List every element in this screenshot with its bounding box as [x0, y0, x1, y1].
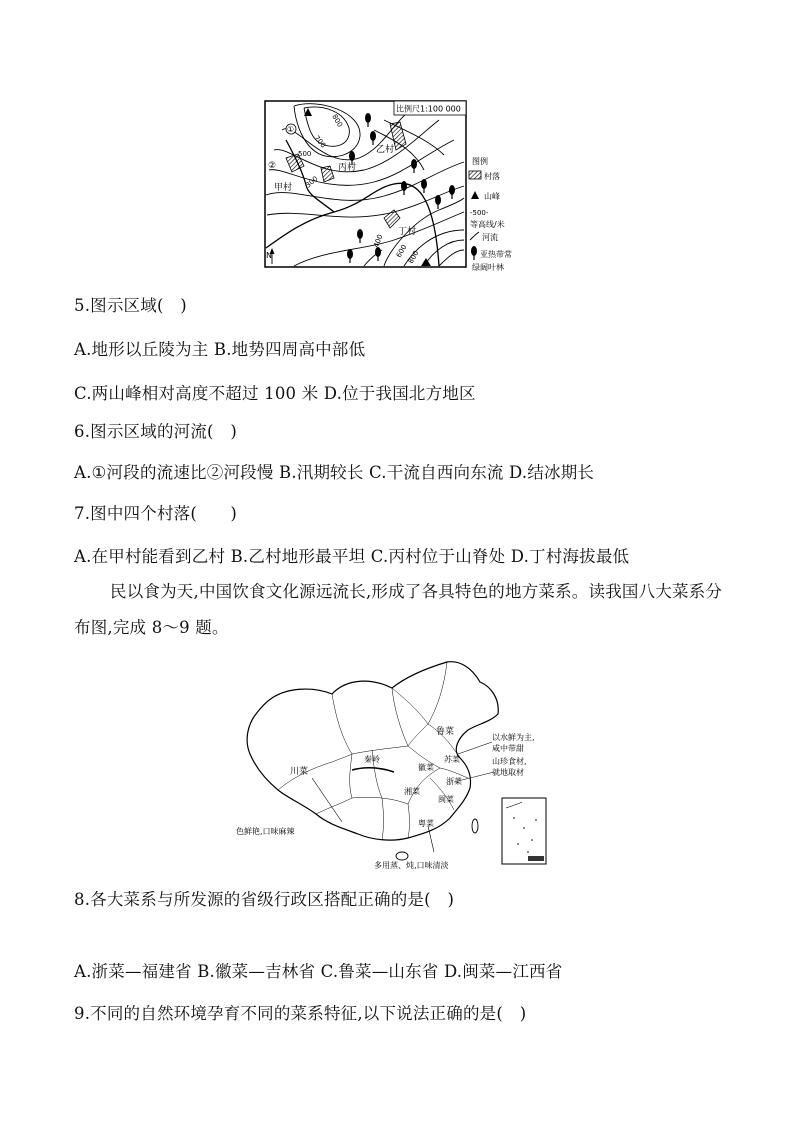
contour-label: 400 [372, 233, 385, 249]
scale-text: 比例尺1:100 000 [396, 104, 461, 114]
cuisine-zhe-label: 浙菜 [446, 777, 462, 786]
legend-village-swatch [469, 171, 481, 179]
annotation-east-4: 就地取材 [492, 768, 524, 777]
question-9: 9.不同的自然环境孕育不同的菜系特征,以下说法正确的是( ) [74, 1004, 527, 1023]
annotation-canton: 多用蒸、炖,口味清淡 [374, 861, 449, 870]
legend-river-icon [470, 232, 479, 240]
cuisine-su-label: 苏菜 [444, 755, 460, 764]
legend-peak-icon [471, 191, 479, 199]
question-7-options: A.在甲村能看到乙村 B.乙村地形最平坦 C.丙村位于山脊处 D.丁村海拔最低 [74, 547, 630, 566]
village-ding-label: 丁村 [398, 227, 417, 237]
mark-1-label: ① [287, 125, 295, 134]
legend-forest-1: 亚热带常 [480, 250, 512, 259]
question-7: 7.图中四个村落( ) [74, 504, 238, 523]
legend-tree-icon [471, 246, 477, 256]
north-label: N [266, 251, 272, 260]
question-8-options: A.浙菜—福建省 B.徽菜—吉林省 C.鲁菜—山东省 D.闽菜—江西省 [74, 962, 563, 981]
village-yi-label: 乙村 [376, 145, 395, 155]
legend-village: 村落 [484, 172, 500, 181]
cuisine-min-label: 闽菜 [438, 795, 454, 804]
topographic-map-svg [264, 100, 518, 275]
cuisine-chuan-label: 川菜 [290, 767, 309, 777]
china-outline [247, 662, 498, 840]
village-bing-label: 丙村 [338, 163, 357, 173]
contour-label: 700 [312, 134, 328, 150]
contour-label: 800 [330, 113, 344, 129]
taiwan-island [472, 819, 478, 833]
cuisine-lu-label: 鲁菜 [436, 727, 455, 737]
legend-contour-sample: -500- [470, 209, 489, 217]
legend-forest-2: 绿阔叶林 [472, 263, 504, 272]
topographic-map-figure [264, 100, 518, 275]
cuisine-yue-label: 粤菜 [418, 819, 434, 828]
south-china-sea-inset [502, 798, 546, 864]
china-cuisine-map-figure [232, 658, 562, 878]
question-5-options-c-d: C.两山峰相对高度不超过 100 米 D.位于我国北方地区 [74, 384, 476, 403]
china-map-svg [232, 658, 562, 878]
contour-label: 500 [298, 150, 312, 158]
cuisine-hui-label: 徽菜 [418, 763, 434, 772]
contour-label: 800 [406, 249, 421, 265]
question-5: 5.图示区域( ) [74, 296, 187, 315]
contour-label: 600 [394, 243, 409, 259]
annotation-east-3: 山珍食材, [492, 757, 527, 766]
cuisine-xiang-label: 湘菜 [404, 787, 420, 796]
reading-passage: 民以食为天,中国饮食文化源远流长,形成了各具特色的地方菜系。读我国八大菜系分布图,完成 8～9 题。 [74, 582, 723, 637]
contour-label: 300 [304, 174, 320, 190]
hainan-island [396, 852, 408, 860]
mark-2-label: ② [268, 161, 277, 171]
village-jia-label: 甲村 [274, 183, 293, 193]
legend-contour: 等高线/米 [470, 220, 505, 229]
legend-title: 图例 [472, 157, 488, 166]
annotation-sichuan: 色鲜艳,口味麻辣 [236, 827, 295, 836]
question-5-options-a-b: A.地形以丘陵为主 B.地势四周高中部低 [74, 340, 366, 359]
question-6-options: A.①河段的流速比②河段慢 B.汛期较长 C.干流自西向东流 D.结冰期长 [74, 463, 595, 482]
qinling-label: 秦岭 [364, 755, 380, 764]
legend-peak: 山峰 [484, 192, 500, 201]
annotation-east-2: 咸中带甜 [492, 744, 524, 753]
inset-scale-bar [528, 856, 544, 861]
legend-tree-trunk [473, 255, 474, 260]
annotation-east-1: 以水鲜为主, [492, 733, 535, 742]
map-legend [469, 156, 512, 272]
question-8: 8.各大菜系与所发源的省级行政区搭配正确的是( ) [74, 890, 455, 909]
legend-river: 河流 [482, 233, 498, 242]
question-6: 6.图示区域的河流( ) [74, 422, 238, 441]
